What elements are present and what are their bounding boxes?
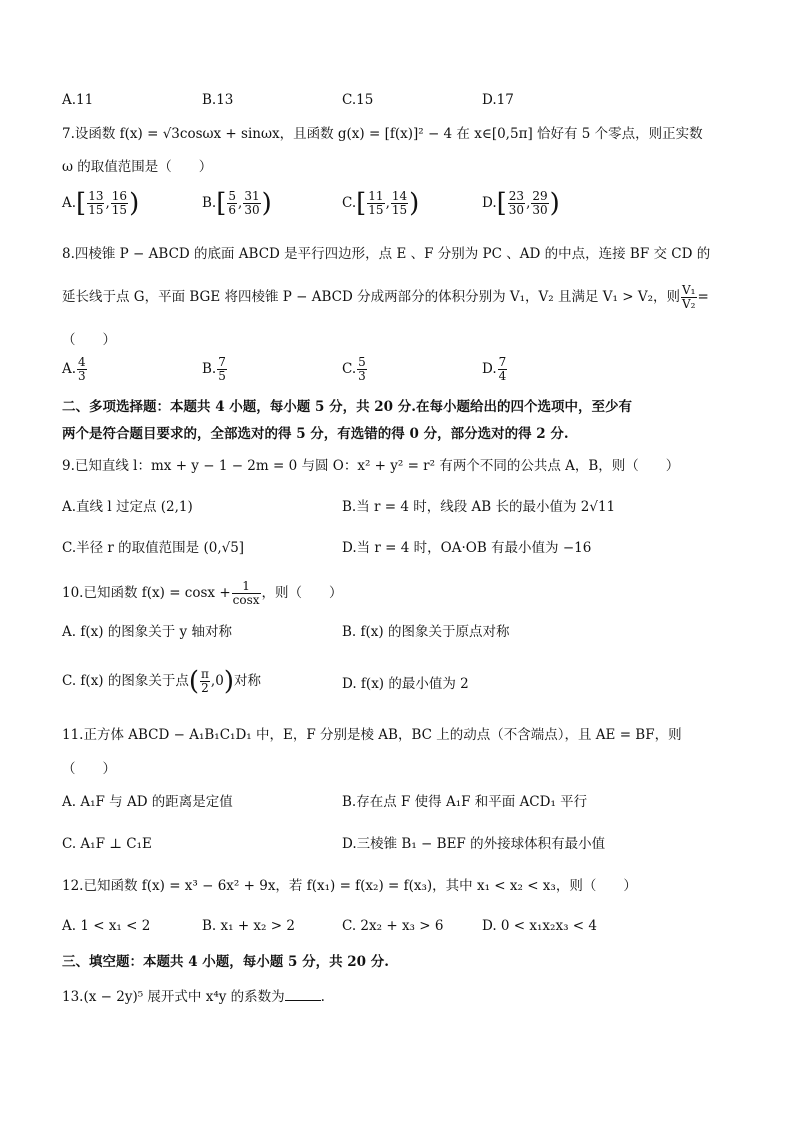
q8-option-a: A. $\frac{4}{3}$	[62, 355, 86, 383]
section2-heading-line2: 两个是符合题目要求的，全部选对的得 5 分，有选错的得 0 分，部分选对的得 2 分.	[62, 426, 569, 442]
q6-options	[62, 90, 742, 114]
option-a: A.11	[62, 92, 94, 108]
q9-option-b: B.当 r = 4 时，线段 AB 长的最小值为 2√11	[342, 499, 616, 515]
q10-option-c: C. f(x) 的图象关于点( $\frac{\pi}{2}$ ,0)对称	[62, 666, 261, 697]
q11-options-row2	[62, 834, 742, 858]
option-c: C.15	[342, 92, 374, 108]
q10-stem: 10.已知函数 f(x) = cosx + $\frac{1}{\cos x}$ ，则（ ）	[62, 579, 343, 607]
q12-option-c: C. 2x₂ + x₃ > 6	[342, 918, 444, 934]
q7-option-d: D.[ $\frac{23}{30}$ , $\frac{29}{30}$ )	[482, 188, 560, 219]
option-b: B.13	[202, 92, 234, 108]
q12-stem: 12.已知函数 f(x) = x³ − 6x² + 9x，若 f(x₁) = f(x₂) = f(x₃)，其中 x₁ < x₂ < x₃，则（ ）	[62, 878, 637, 894]
q7-options	[62, 190, 742, 226]
q9-option-c: C.半径 r 的取值范围是 (0,√5]	[62, 540, 245, 556]
q7-option-c: C.[ $\frac{11}{15}$ , $\frac{14}{15}$ )	[342, 188, 420, 219]
q9-options-row1	[62, 497, 742, 521]
section3-heading: 三、填空题：本题共 4 小题，每小题 5 分，共 20 分.	[62, 954, 389, 970]
q12-options	[62, 916, 742, 940]
q8-stem-line3: （ ）	[62, 332, 116, 348]
q10-option-a: A. f(x) 的图象关于 y 轴对称	[62, 624, 232, 640]
q11-option-a: A. A₁F 与 AD 的距离是定值	[62, 794, 233, 810]
q10-options-row2	[62, 668, 742, 704]
q7-stem-line2: ω 的取值范围是（ ）	[62, 159, 213, 175]
q11-option-d: D.三棱锥 B₁ − BEF 的外接球体积有最小值	[342, 836, 606, 852]
q8-options	[62, 356, 742, 392]
q12-option-a: A. 1 < x₁ < 2	[62, 918, 151, 934]
q13-answer-blank	[285, 986, 321, 1001]
q11-options-row1	[62, 792, 742, 816]
q8-option-b: B. $\frac{7}{5}$	[202, 355, 226, 383]
q12-option-b: B. x₁ + x₂ > 2	[202, 918, 295, 934]
q8-option-c: C. $\frac{5}{3}$	[342, 355, 366, 383]
q9-option-d: D.当 r = 4 时，OA·OB 有最小值为 −16	[342, 540, 592, 556]
section2-heading-line1: 二、多项选择题：本题共 4 小题，每小题 5 分，共 20 分.在每小题给出的四个选项中，至少有	[62, 399, 632, 415]
q8-stem-line2: 延长线于点 G，平面 BGE 将四棱锥 P − ABCD 分成两部分的体积分别为 V₁，V₂ 且满足 V₁ > V₂，则 $\frac{\text{V₁}}{\text{V₂}}$ =	[62, 283, 709, 311]
q7-option-a: A.[ $\frac{13}{15}$ , $\frac{16}{15}$ )	[62, 188, 140, 219]
q11-stem-line2: （ ）	[62, 761, 116, 777]
q9-stem: 9.已知直线 l：mx + y − 1 − 2m = 0 与圆 O：x² + y² = r² 有两个不同的公共点 A，B，则（ ）	[62, 458, 680, 474]
q9-options-row2	[62, 538, 742, 562]
q11-option-c: C. A₁F ⊥ C₁E	[62, 836, 152, 852]
q7-stem-line1: 7.设函数 f(x) = √3cosωx + sinωx，且函数 g(x) = [f(x)]² − 4 在 x∈[0,5π] 恰好有 5 个零点，则正实数	[62, 126, 703, 142]
q13-stem: 13.(x − 2y)⁵ 展开式中 x⁴y 的系数为 .	[62, 986, 325, 1007]
q8-option-d: D. $\frac{7}{4}$	[482, 355, 507, 383]
q9-option-a: A.直线 l 过定点 (2,1)	[62, 499, 193, 515]
q11-stem-line1: 11.正方体 ABCD − A₁B₁C₁D₁ 中，E，F 分别是棱 AB，BC 上的动点（不含端点），且 AE = BF，则	[62, 727, 682, 743]
q10-option-b: B. f(x) 的图象关于原点对称	[342, 624, 510, 640]
option-d: D.17	[482, 92, 514, 108]
q10-options-row1	[62, 622, 742, 646]
q10-option-d: D. f(x) 的最小值为 2	[342, 676, 469, 692]
q11-option-b: B.存在点 F 使得 A₁F 和平面 ACD₁ 平行	[342, 794, 588, 810]
q12-option-d: D. 0 < x₁x₂x₃ < 4	[482, 918, 597, 934]
q8-stem-line1: 8.四棱锥 P − ABCD 的底面 ABCD 是平行四边形，点 E 、F 分别为 PC 、AD 的中点，连接 BF 交 CD 的	[62, 246, 711, 262]
q7-option-b: B.[ $\frac{5}{6}$ , $\frac{31}{30}$ )	[202, 188, 272, 219]
